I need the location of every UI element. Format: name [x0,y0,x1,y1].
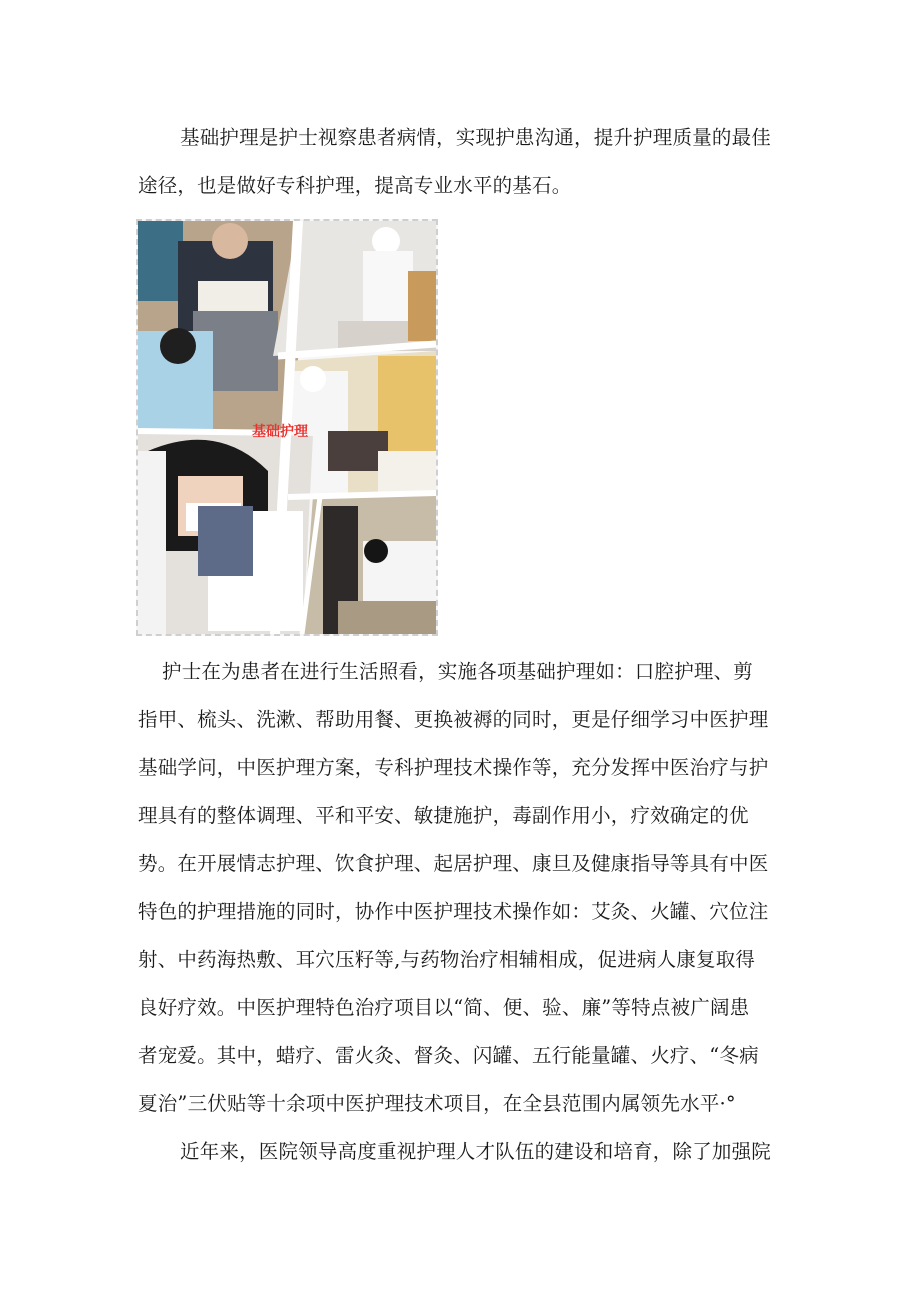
text-line: 近年来，医院领导高度重视护理人才队伍的建设和培育，除了加强院 [180,1140,772,1163]
text-line: 良好疗效。中医护理特色治疗项目以“简、便、验、廉”等特点被广阔患 [138,996,750,1019]
text-line: 特色的护理措施的同时，协作中医护理技术操作如：艾灸、火罐、穴位注 [138,900,769,923]
collage-caption: 基础护理 [252,424,308,440]
text-line: 势。在开展情志护理、饮食护理、起居护理、康旦及健康指导等具有中医 [138,852,769,875]
text-line: 射、中药海热敷、耳穴压籽等,与药物治疗相辅相成，促进病人康复取得 [138,948,756,971]
text-line: 基础学问，中医护理方案，专科护理技术操作等，充分发挥中医治疗与护 [138,756,769,779]
text-line: 护士在为患者在进行生活照看，实施各项基础护理如：口腔护理、剪 [162,660,754,683]
text-line: 者宠爱。其中，蜡疗、雷火灸、督灸、闪罐、五行能量罐、火疗、“冬病 [138,1044,759,1067]
text-line: 夏治”三伏贴等十余项中医护理技术项目，在全县范围内属领先水平·° [138,1092,736,1115]
nursing-photo-collage [136,219,438,636]
text-line: 指甲、梳头、洗漱、帮助用餐、更换被褥的同时，更是仔细学习中医护理 [138,708,769,731]
text-line: 基础护理是护士视察患者病情，实现护患沟通，提升护理质量的最佳 [180,126,772,149]
text-line: 理具有的整体调理、平和平安、敏捷施护，毒副作用小，疗效确定的优 [138,804,749,827]
text-line: 途径，也是做好专科护理，提高专业水平的基石。 [138,174,572,197]
